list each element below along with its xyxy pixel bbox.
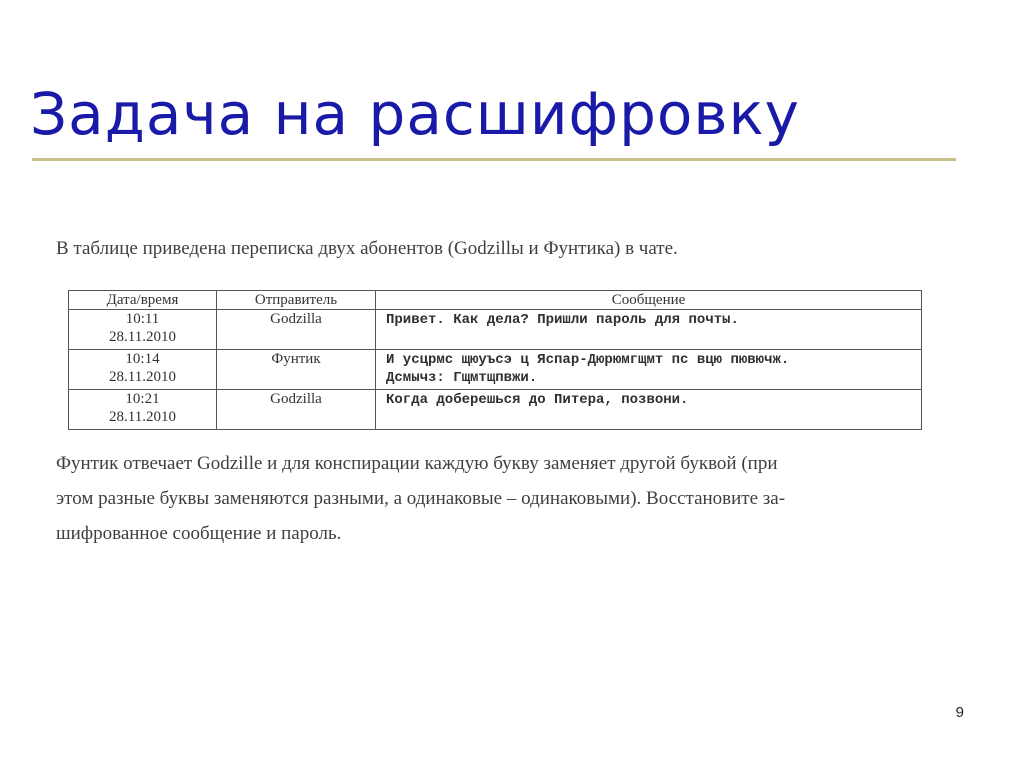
sender-cell: Godzilla	[217, 390, 376, 430]
task-text	[56, 446, 906, 551]
sender-cell: Godzilla	[217, 310, 376, 350]
task-line: шифрованное сообщение и пароль.	[56, 523, 342, 544]
datetime-cell	[69, 390, 217, 430]
message-cell	[376, 390, 922, 430]
message-line: И усцрмс щюуъсэ ц Яспар-Дюрюмгщмт пс вцю пювючж.	[386, 352, 790, 368]
message-line: Когда доберешься до Питера, позвони.	[386, 392, 689, 408]
header-datetime: Дата/время	[69, 291, 217, 310]
slide-title: Задача на расшифровку	[30, 80, 800, 148]
header-sender: Отправитель	[217, 291, 376, 310]
table-row	[69, 310, 922, 350]
intro-text: В таблице приведена переписка двух абонентов (Godzillы и Фунтика) в чате.	[56, 238, 678, 259]
chat-table	[68, 290, 922, 430]
datetime-cell	[69, 350, 217, 390]
task-line: Фунтик отвечает Godzille и для конспирации каждую букву заменяет другой буквой (при	[56, 453, 778, 474]
date-value: 28.11.2010	[109, 329, 176, 345]
page-number: 9	[955, 704, 964, 721]
header-message: Сообщение	[376, 291, 922, 310]
task-line: этом разные буквы заменяются разными, а одинаковые – одинаковыми). Восстановите за-	[56, 488, 786, 509]
message-line: Привет. Как дела? Пришли пароль для почты.	[386, 312, 739, 328]
time-value: 10:14	[125, 351, 160, 367]
datetime-cell	[69, 310, 217, 350]
date-value: 28.11.2010	[109, 409, 176, 425]
date-value: 28.11.2010	[109, 369, 176, 385]
sender-cell: Фунтик	[217, 350, 376, 390]
time-value: 10:11	[125, 311, 160, 327]
table-row	[69, 350, 922, 390]
table-row	[69, 390, 922, 430]
message-cell	[376, 310, 922, 350]
message-line: Дсмычз: Гщмтщпвжи.	[386, 370, 538, 386]
time-value: 10:21	[125, 391, 160, 407]
title-underline	[32, 158, 956, 161]
table-header-row	[69, 291, 922, 310]
message-cell	[376, 350, 922, 390]
